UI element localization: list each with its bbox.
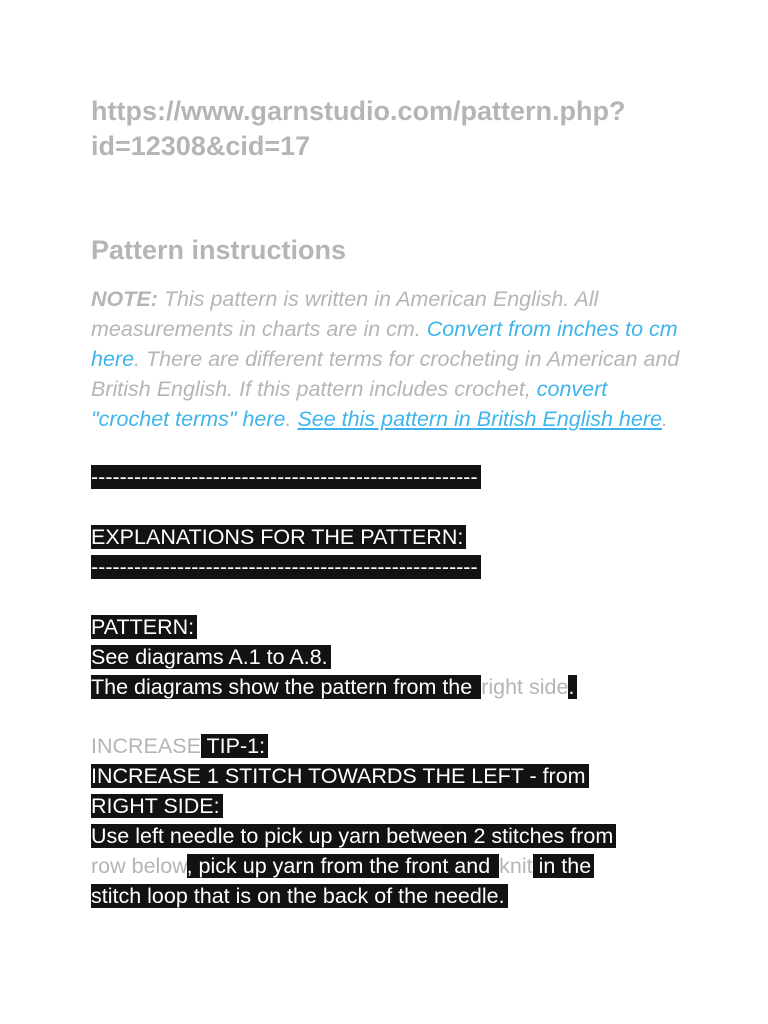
page-url-line-1: https://www.garnstudio.com/pattern.php?: [91, 96, 626, 126]
convert-crochet-terms-link[interactable]: convert "crochet terms" here: [91, 377, 608, 431]
increase-tip-line-1: INCREASE 1 STITCH TOWARDS THE LEFT - from: [91, 761, 711, 791]
pattern-section: [91, 612, 711, 702]
note-text-1: This pattern is written in American English. All measurements in charts are in cm.: [91, 287, 599, 341]
separator-line: ------------------------------------------------------: [91, 552, 711, 582]
explanations-heading: EXPLANATIONS FOR THE PATTERN:: [91, 522, 711, 552]
pattern-line-2: The diagrams show the pattern from the right side.: [91, 672, 711, 702]
page-title: Pattern instructions: [91, 235, 347, 265]
page-url-line-2: id=12308&cid=17: [91, 131, 311, 161]
note-text-4: .: [661, 407, 668, 431]
increase-tip-section: [91, 731, 711, 911]
convert-inches-link[interactable]: Convert from inches to cm here: [91, 317, 678, 371]
separator-line: ------------------------------------------------------: [91, 462, 711, 492]
note-text-3: .: [285, 407, 298, 431]
pattern-heading: PATTERN:: [91, 612, 711, 642]
increase-tip-line-4: row below, pick up yarn from the front and knit in the: [91, 851, 711, 881]
explanations-section: [91, 462, 711, 582]
increase-tip-line-2: RIGHT SIDE:: [91, 791, 711, 821]
note-label: NOTE:: [91, 287, 158, 311]
note-paragraph: [91, 284, 691, 434]
increase-tip-line-3: Use left needle to pick up yarn between 2 stitches from: [91, 821, 711, 851]
note-text-2: . There are different terms for crocheting in American and British English. If this pattern includes crochet,: [91, 347, 680, 401]
british-english-link[interactable]: See this pattern in British English here: [297, 407, 662, 431]
increase-tip-heading: INCREASE TIP-1:: [91, 731, 711, 761]
page-url[interactable]: [91, 94, 691, 164]
pattern-line-1: See diagrams A.1 to A.8.: [91, 642, 711, 672]
increase-tip-line-5: stitch loop that is on the back of the needle.: [91, 881, 711, 911]
